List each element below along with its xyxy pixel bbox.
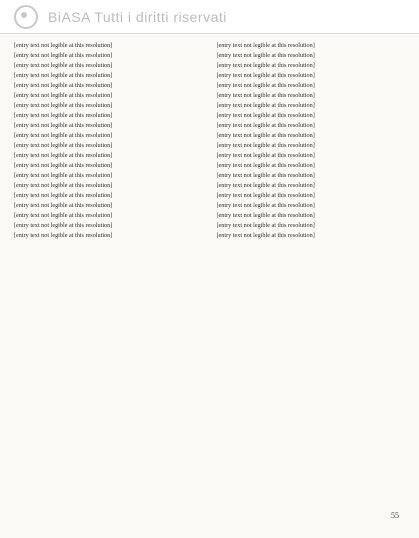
bibliography-column-left — [14, 42, 203, 482]
bibliography-entry: [entry text not legible at this resolution] — [216, 52, 315, 59]
library-logo-icon — [14, 5, 38, 29]
page-number: 55 — [391, 511, 399, 520]
bibliography-entry: [entry text not legible at this resolution] — [216, 62, 315, 69]
watermark-banner — [0, 0, 419, 34]
bibliography-entry: [entry text not legible at this resolution] — [216, 92, 315, 99]
bibliography-entry: [entry text not legible at this resolution] — [14, 42, 113, 49]
bibliography-entry: [entry text not legible at this resolution] — [14, 52, 113, 59]
bibliography-entry: [entry text not legible at this resolution] — [14, 152, 113, 159]
bibliography-entry: [entry text not legible at this resolution] — [216, 42, 315, 49]
bibliography-entry: [entry text not legible at this resolution] — [216, 182, 315, 189]
bibliography-columns — [14, 42, 405, 482]
bibliography-entry: [entry text not legible at this resolution] — [216, 122, 315, 129]
bibliography-entry: [entry text not legible at this resolution] — [14, 182, 113, 189]
bibliography-entry: [entry text not legible at this resolution] — [14, 62, 113, 69]
bibliography-entry: [entry text not legible at this resolution] — [216, 222, 315, 229]
bibliography-entry: [entry text not legible at this resolution] — [216, 142, 315, 149]
bibliography-entry: [entry text not legible at this resolution] — [216, 72, 315, 79]
bibliography-entry: [entry text not legible at this resolution] — [14, 92, 113, 99]
bibliography-entry: [entry text not legible at this resolution] — [14, 112, 113, 119]
bibliography-entry: [entry text not legible at this resolution] — [14, 192, 113, 199]
bibliography-entry: [entry text not legible at this resolution] — [216, 102, 315, 109]
bibliography-entry: [entry text not legible at this resolution] — [216, 212, 315, 219]
bibliography-entry: [entry text not legible at this resolution] — [14, 222, 113, 229]
bibliography-entry: [entry text not legible at this resolution] — [14, 142, 113, 149]
bibliography-entry: [entry text not legible at this resolution] — [216, 202, 315, 209]
bibliography-entry: [entry text not legible at this resolution] — [216, 232, 315, 239]
bibliography-entry: [entry text not legible at this resolution] — [14, 82, 113, 89]
bibliography-entry: [entry text not legible at this resolution] — [216, 112, 315, 119]
bibliography-entry: [entry text not legible at this resolution] — [216, 172, 315, 179]
bibliography-entry: [entry text not legible at this resolution] — [216, 162, 315, 169]
bibliography-entry: [entry text not legible at this resolution] — [14, 232, 113, 239]
bibliography-entry: [entry text not legible at this resolution] — [14, 212, 113, 219]
bibliography-entry: [entry text not legible at this resolution] — [216, 192, 315, 199]
bibliography-entry: [entry text not legible at this resolution] — [14, 162, 113, 169]
bibliography-entry: [entry text not legible at this resolution] — [216, 132, 315, 139]
bibliography-entry: [entry text not legible at this resolution] — [14, 122, 113, 129]
bibliography-entry: [entry text not legible at this resolution] — [14, 132, 113, 139]
bibliography-column-right — [217, 42, 406, 482]
bibliography-entry: [entry text not legible at this resolution] — [14, 202, 113, 209]
bibliography-entry: [entry text not legible at this resolution] — [14, 102, 113, 109]
bibliography-entry: [entry text not legible at this resolution] — [14, 72, 113, 79]
watermark-text: BiASA Tutti i diritti riservati — [48, 8, 227, 25]
bibliography-entry: [entry text not legible at this resolution] — [216, 152, 315, 159]
bibliography-entry: [entry text not legible at this resolution] — [14, 172, 113, 179]
bibliography-entry: [entry text not legible at this resolution] — [216, 82, 315, 89]
